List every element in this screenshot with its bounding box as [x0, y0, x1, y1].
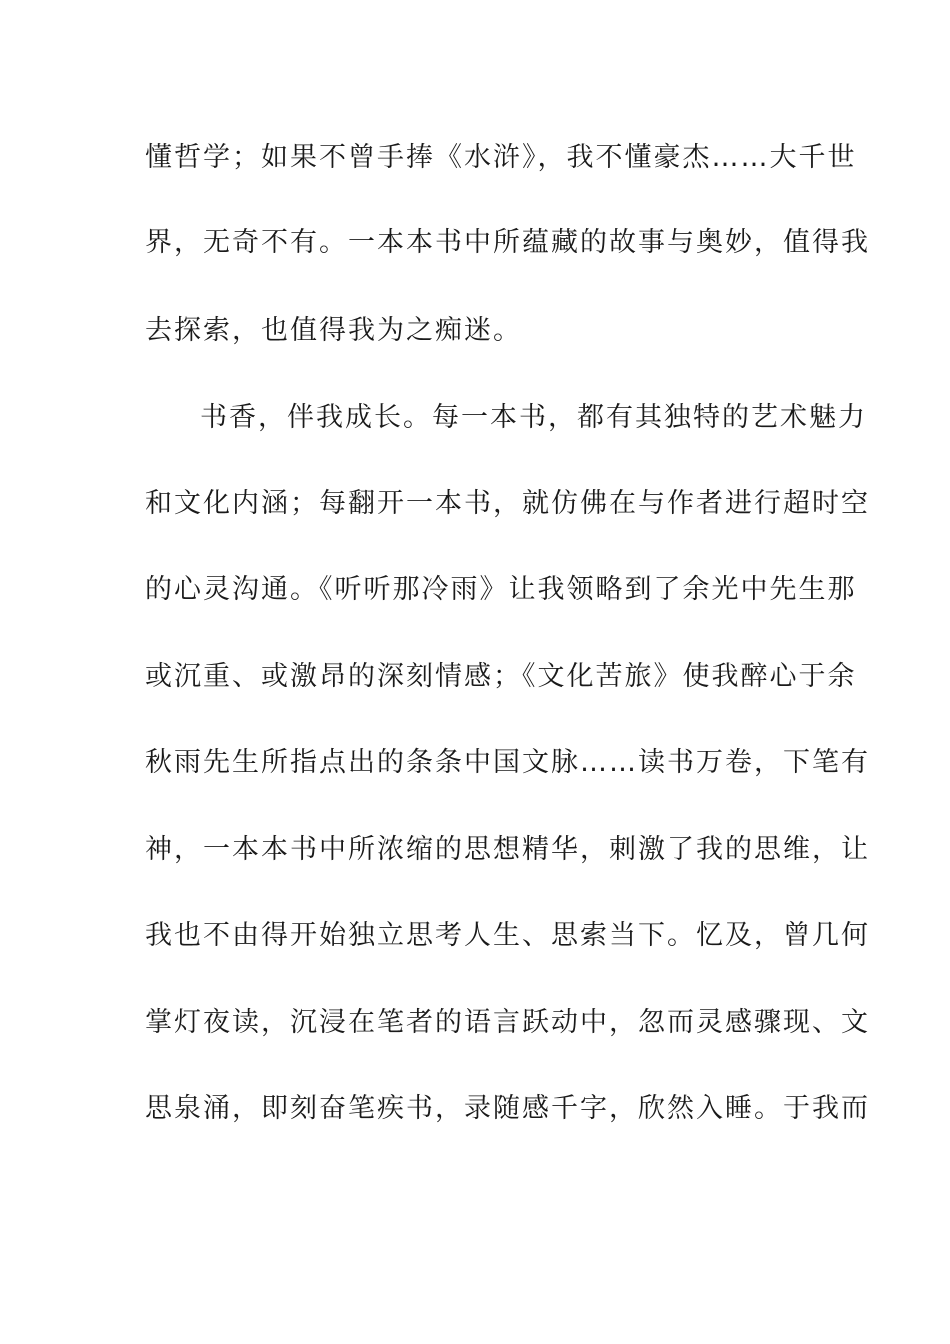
text-line-3: 去探索，也值得我为之痴迷。	[145, 315, 522, 346]
text-line-12: 思泉涌，即刻奋笔疾书，录随感千字，欣然入睡。于我而	[145, 1093, 870, 1124]
text-line-8: 秋雨先生所指点出的条条中国文脉……读书万卷，下笔有	[145, 747, 870, 778]
text-line-5: 和文化内涵；每翻开一本书，就仿佛在与作者进行超时空	[145, 488, 870, 519]
text-line-11: 掌灯夜读，沉浸在笔者的语言跃动中，忽而灵感骤现、文	[145, 1007, 870, 1038]
paragraph-start-line: 书香，伴我成长。每一本书，都有其独特的艺术魅力	[200, 402, 867, 433]
text-line-2: 界，无奇不有。一本本书中所蕴藏的故事与奥妙，值得我	[145, 227, 870, 258]
text-line-10: 我也不由得开始独立思考人生、思索当下。忆及，曾几何	[145, 920, 870, 951]
text-line-6: 的心灵沟通。《听听那冷雨》让我领略到了余光中先生那	[145, 574, 857, 605]
text-line-1: 懂哲学；如果不曾手捧《水浒》，我不懂豪杰……大千世	[145, 142, 857, 173]
text-line-7: 或沉重、或激昂的深刻情感；《文化苦旅》使我醉心于余	[145, 661, 857, 692]
text-line-9: 神，一本本书中所浓缩的思想精华，刺激了我的思维，让	[145, 834, 870, 865]
